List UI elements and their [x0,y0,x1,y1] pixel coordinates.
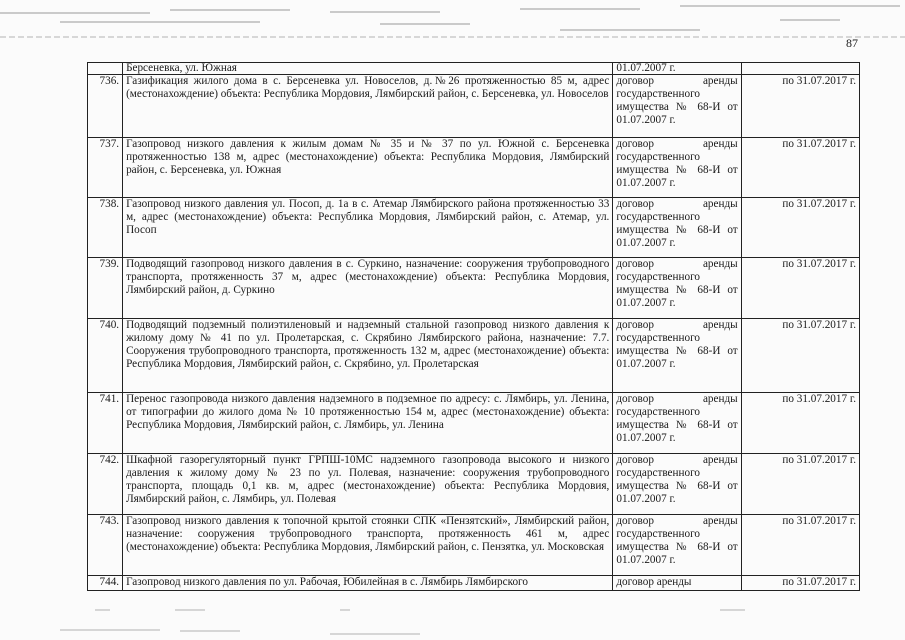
row-number: 743. [88,515,123,576]
row-term: по 31.07.2017 г. [741,454,859,515]
table-row [88,138,860,198]
row-description: Газификация жилого дома в с. Берсеневка ул. Новоселов, д.№26 протяженностью 85 м, адрес (местонахождение) объекта: Республика Мордовия, Лямбирский район, с. Берсеневка, ул. Новоселов [123,75,613,138]
row-basis: договор аренды государственного имущества № 68-И от 01.07.2007 г. [613,258,741,319]
row-description: Перенос газопровода низкого давления надземного в подземное по адресу: с. Лямбирь, ул. Ленина, от типографии до жилого дома № 10 протяженностью 154 м, адрес (местонахождение) объекта: Республика Мордовия, Лямбирский район, с. Лямбирь, ул. Ленина [123,393,613,454]
table-row [88,258,860,319]
row-basis: договор аренды государственного имущества № 68-И от 01.07.2007 г. [613,319,741,393]
row-term: по 31.07.2017 г. [741,576,859,591]
table-row [88,198,860,258]
row-number: 740. [88,319,123,393]
scan-noise-bottom [0,600,905,640]
row-description: Шкафной газорегуляторный пункт ГРПШ-10МС надземного газопровода высокого и низкого давления к жилому дому № 23 по ул. Полевая, назначение: сооружения трубопроводного транспорта, площадь 0,1 кв. м, адрес (местонахождение) объекта: Республика Мордовия, Лямбирский район, с. Лямбирь, ул. Полевая [123,454,613,515]
row-basis: договор аренды [613,576,741,591]
row-term: по 31.07.2017 г. [741,393,859,454]
table-row [88,515,860,576]
row-term: по 31.07.2017 г. [741,258,859,319]
row-basis: договор аренды государственного имущества № 68-И от 01.07.2007 г. [613,454,741,515]
row-description: Подводящий подземный полиэтиленовый и надземный стальной газопровод низкого давления к жилому дому № 41 по ул. Пролетарская, с. Скрябино Лямбирского района, назначение: 7.7. Сооружения трубопроводного транспорта, протяженность 132 м, адрес (местонахождение) объекта: Республика Мордовия, Лямбирский район, с. Скрябино, ул. Пролетарская [123,319,613,393]
row-description: Газопровод низкого давления к жилым домам № 35 и № 37 по ул. Южной с. Берсеневка протяженностью 138 м, адрес (местонахождение) объекта: Республика Мордовия, Лямбирский район, с. Берсеневка, ул. Южная [123,138,613,198]
row-basis: договор аренды государственного имущества № 68-И от 01.07.2007 г. [613,515,741,576]
row-number: 742. [88,454,123,515]
row-number: 739. [88,258,123,319]
row-basis: договор аренды государственного имущества № 68-И от 01.07.2007 г. [613,138,741,198]
row-description: Газопровод низкого давления по ул. Рабочая, Юбилейная в с. Лямбирь Лямбирского [123,576,613,591]
row-number: 744. [88,576,123,591]
row-term: по 31.07.2017 г. [741,515,859,576]
scan-noise-top [0,0,905,40]
table-row [88,576,860,591]
row-number: 737. [88,138,123,198]
row-basis: договор аренды государственного имущества № 68-И от 01.07.2007 г. [613,75,741,138]
table-row [88,63,860,75]
row-basis: договор аренды государственного имущества № 68-И от 01.07.2007 г. [613,393,741,454]
table-row [88,393,860,454]
row-description: Газопровод низкого давления к топочной крытой стоянки СПК «Пензятский», Лямбирский район, назначение: сооружения трубопроводного транспорта, протяженность 461 м, адрес (местонахождение) объекта: Республика Мордовия, Лямбирский район, с. Пензятка, ул. Московская [123,515,613,576]
row-term [741,63,859,75]
table-row [88,75,860,138]
row-term: по 31.07.2017 г. [741,75,859,138]
row-term: по 31.07.2017 г. [741,198,859,258]
row-number: 738. [88,198,123,258]
table-row [88,319,860,393]
row-number [88,63,123,75]
row-description: Газопровод низкого давления ул. Посоп, д. 1а в с. Атемар Лямбирского района протяженностью 33 м, адрес (местонахождение) объекта: Республика Мордовия, Лямбирский район, с. Атемар, ул. Посоп [123,198,613,258]
table-row [88,454,860,515]
row-number: 736. [88,75,123,138]
row-term: по 31.07.2017 г. [741,138,859,198]
register-table [87,62,860,591]
page-number: 87 [846,36,858,50]
row-basis: 01.07.2007 г. [613,63,741,75]
row-term: по 31.07.2017 г. [741,319,859,393]
row-number: 741. [88,393,123,454]
row-description: Берсеневка, ул. Южная [123,63,613,75]
row-basis: договор аренды государственного имущества № 68-И от 01.07.2007 г. [613,198,741,258]
row-description: Подводящий газопровод низкого давления в с. Суркино, назначение: сооружения трубопроводного транспорта, протяженность 37 м, адрес (местонахождение) объекта: Республика Мордовия, Лямбирский район, д. Суркино [123,258,613,319]
